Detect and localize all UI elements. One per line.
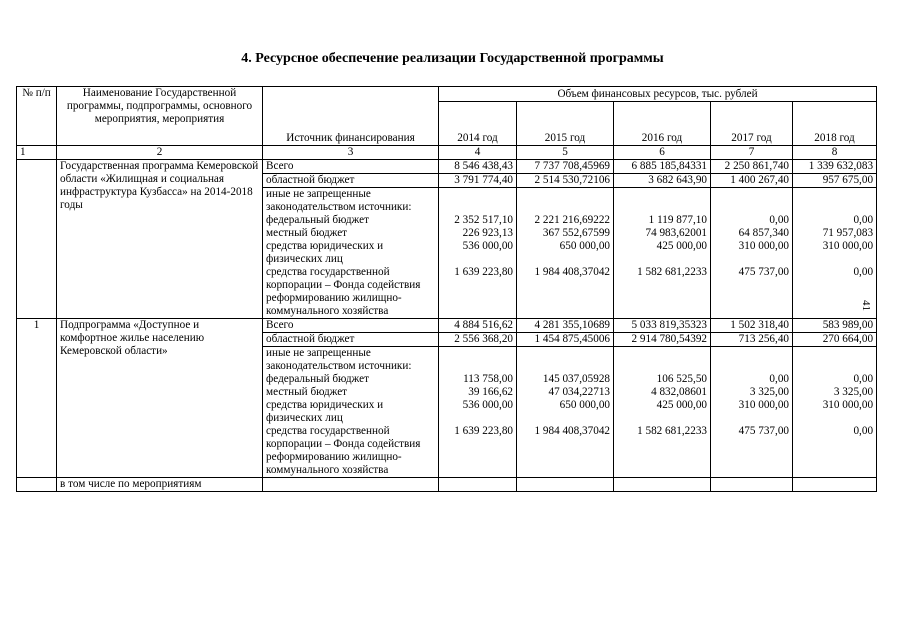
col-number: 2: [57, 146, 263, 160]
amount-cell: 536 000,00: [439, 240, 517, 266]
amount-cell: [614, 188, 711, 215]
empty-cell: [517, 478, 614, 492]
page-number: 41: [860, 300, 872, 311]
amount-cell: [439, 347, 517, 374]
amount-cell: 0,00: [793, 425, 877, 478]
amount-cell: 4 884 516,62: [439, 319, 517, 333]
amount-cell: 957 675,00: [793, 174, 877, 188]
amount-cell: 5 033 819,35323: [614, 319, 711, 333]
header-year: 2014 год: [439, 102, 517, 146]
header-year: 2016 год: [614, 102, 711, 146]
amount-cell: 310 000,00: [793, 399, 877, 425]
amount-cell: 0,00: [711, 373, 793, 386]
funding-source: местный бюджет: [263, 227, 439, 240]
funding-source: федеральный бюджет: [263, 214, 439, 227]
resource-table: [16, 86, 877, 492]
amount-cell: [517, 347, 614, 374]
header-num: № п/п: [17, 87, 57, 146]
funding-source: средства юридических и физических лиц: [263, 399, 439, 425]
amount-cell: 47 034,22713: [517, 386, 614, 399]
empty-cell: [263, 478, 439, 492]
funding-source: Всего: [263, 160, 439, 174]
page-title: 4. Ресурсное обеспечение реализации Государственной программы: [241, 51, 664, 66]
col-number: 8: [793, 146, 877, 160]
amount-cell: 3 791 774,40: [439, 174, 517, 188]
amount-cell: 145 037,05928: [517, 373, 614, 386]
amount-cell: 6 885 185,84331: [614, 160, 711, 174]
amount-cell: 536 000,00: [439, 399, 517, 425]
amount-cell: [614, 347, 711, 374]
amount-cell: 226 923,13: [439, 227, 517, 240]
amount-cell: 2 221 216,69222: [517, 214, 614, 227]
funding-source: областной бюджет: [263, 333, 439, 347]
amount-cell: 74 983,62001: [614, 227, 711, 240]
amount-cell: 1 339 632,083: [793, 160, 877, 174]
col-number: 7: [711, 146, 793, 160]
header-row: [17, 87, 877, 102]
funding-source: средства государственной корпорации – Фонда содействия реформированию жилищно-коммунального хозяйства: [263, 425, 439, 478]
header-name: Наименование Государственной программы, подпрограммы, основного мероприятия, мероприятия: [57, 87, 263, 146]
amount-cell: 3 682 643,90: [614, 174, 711, 188]
amount-cell: 0,00: [793, 266, 877, 319]
amount-cell: 1 400 267,40: [711, 174, 793, 188]
amount-cell: [793, 188, 877, 215]
amount-cell: 4 832,08601: [614, 386, 711, 399]
amount-cell: [711, 188, 793, 215]
header-year: 2017 год: [711, 102, 793, 146]
table-row: [17, 160, 877, 174]
amount-cell: 4 281 355,10689: [517, 319, 614, 333]
amount-cell: 0,00: [793, 214, 877, 227]
amount-cell: [517, 188, 614, 215]
amount-cell: 8 546 438,43: [439, 160, 517, 174]
amount-cell: 3 325,00: [711, 386, 793, 399]
amount-cell: 1 984 408,37042: [517, 425, 614, 478]
subtotal-label: в том числе по мероприятиям: [57, 478, 263, 492]
header-source: Источник финансирования: [263, 102, 439, 146]
table-row: [17, 478, 877, 492]
amount-cell: 1 582 681,2233: [614, 266, 711, 319]
amount-cell: 2 250 861,740: [711, 160, 793, 174]
amount-cell: [439, 188, 517, 215]
amount-cell: [711, 347, 793, 374]
amount-cell: 1 502 318,40: [711, 319, 793, 333]
amount-cell: 310 000,00: [711, 240, 793, 266]
amount-cell: 71 957,083: [793, 227, 877, 240]
table-row: [17, 319, 877, 333]
column-numbers-row: [17, 146, 877, 160]
empty-cell: [17, 478, 57, 492]
amount-cell: 2 514 530,72106: [517, 174, 614, 188]
amount-cell: 39 166,62: [439, 386, 517, 399]
header-source-top: [263, 87, 439, 102]
amount-cell: 64 857,340: [711, 227, 793, 240]
funding-source: иные не запрещенные законодательством источники:: [263, 347, 439, 374]
amount-cell: 1 454 875,45006: [517, 333, 614, 347]
amount-cell: [793, 347, 877, 374]
amount-cell: 2 556 368,20: [439, 333, 517, 347]
amount-cell: 0,00: [711, 214, 793, 227]
amount-cell: 106 525,50: [614, 373, 711, 386]
amount-cell: 310 000,00: [793, 240, 877, 266]
amount-cell: 113 758,00: [439, 373, 517, 386]
amount-cell: 310 000,00: [711, 399, 793, 425]
header-year: 2015 год: [517, 102, 614, 146]
empty-cell: [793, 478, 877, 492]
amount-cell: 425 000,00: [614, 399, 711, 425]
amount-cell: 270 664,00: [793, 333, 877, 347]
amount-cell: 1 582 681,2233: [614, 425, 711, 478]
amount-cell: 475 737,00: [711, 425, 793, 478]
amount-cell: 3 325,00: [793, 386, 877, 399]
amount-cell: 713 256,40: [711, 333, 793, 347]
funding-source: средства государственной корпорации – Фонда содействия реформированию жилищно-коммунального хозяйства: [263, 266, 439, 319]
amount-cell: 367 552,67599: [517, 227, 614, 240]
program-name: Подпрограмма «Доступное и комфортное жилье населению Кемеровской области»: [57, 319, 263, 478]
empty-cell: [614, 478, 711, 492]
amount-cell: 650 000,00: [517, 399, 614, 425]
col-number: 5: [517, 146, 614, 160]
funding-source: Всего: [263, 319, 439, 333]
program-name: Государственная программа Кемеровской области «Жилищная и социальная инфраструктура Кузбасса» на 2014-2018 годы: [57, 160, 263, 319]
funding-source: местный бюджет: [263, 386, 439, 399]
amount-cell: 2 914 780,54392: [614, 333, 711, 347]
header-volume: Объем финансовых ресурсов, тыс. рублей: [439, 87, 877, 102]
amount-cell: 583 989,00: [793, 319, 877, 333]
amount-cell: 1 984 408,37042: [517, 266, 614, 319]
amount-cell: 2 352 517,10: [439, 214, 517, 227]
header-year: 2018 год: [793, 102, 877, 146]
funding-source: иные не запрещенные законодательством источники:: [263, 188, 439, 215]
col-number: 3: [263, 146, 439, 160]
amount-cell: 1 639 223,80: [439, 425, 517, 478]
row-number: 1: [17, 319, 57, 478]
col-number: 4: [439, 146, 517, 160]
funding-source: средства юридических и физических лиц: [263, 240, 439, 266]
amount-cell: 1 119 877,10: [614, 214, 711, 227]
empty-cell: [439, 478, 517, 492]
funding-source: федеральный бюджет: [263, 373, 439, 386]
funding-source: областной бюджет: [263, 174, 439, 188]
amount-cell: 475 737,00: [711, 266, 793, 319]
amount-cell: 650 000,00: [517, 240, 614, 266]
amount-cell: 1 639 223,80: [439, 266, 517, 319]
col-number: 6: [614, 146, 711, 160]
amount-cell: 0,00: [793, 373, 877, 386]
amount-cell: 425 000,00: [614, 240, 711, 266]
amount-cell: 7 737 708,45969: [517, 160, 614, 174]
empty-cell: [711, 478, 793, 492]
col-number: 1: [17, 146, 57, 160]
row-number: [17, 160, 57, 319]
